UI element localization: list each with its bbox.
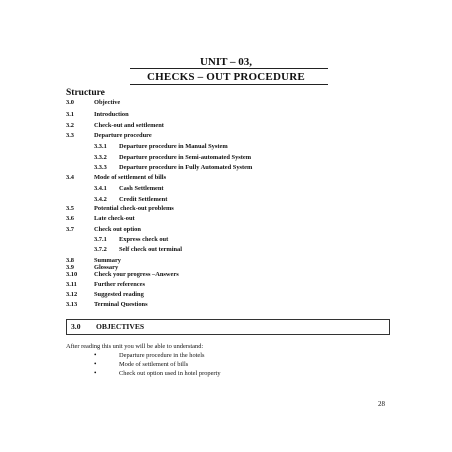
- toc-number: 3.4: [66, 174, 74, 181]
- toc-number: 3.7: [66, 226, 74, 233]
- toc-entry: Departure procedure: [94, 132, 152, 139]
- list-item: Mode of settlement of bills: [119, 361, 189, 368]
- toc-number: 3.9: [66, 264, 74, 271]
- chapter-title: CHECKS – OUT PROCEDURE: [147, 71, 305, 83]
- toc-number: 3.3.3: [94, 164, 107, 171]
- toc-entry: Terminal Questions: [94, 301, 148, 308]
- bullet-icon: •: [94, 360, 97, 368]
- toc-number: 3.12: [66, 291, 78, 298]
- structure-heading: Structure: [66, 88, 105, 98]
- toc-number: 3.3.1: [94, 143, 107, 150]
- toc-entry: Potential check-out problems: [94, 205, 174, 212]
- bullet-icon: •: [94, 369, 97, 377]
- objectives-intro: After reading this unit you will be able to understand:: [66, 343, 204, 350]
- toc-number: 3.2: [66, 122, 74, 129]
- toc-entry: Departure procedure in Manual System: [119, 143, 228, 150]
- toc-entry: Express check out: [119, 236, 169, 243]
- toc-entry: Suggested reading: [94, 291, 144, 298]
- list-item: Check out option used in hotel property: [119, 370, 221, 377]
- toc-number: 3.10: [66, 271, 78, 278]
- toc-entry: Further references: [94, 281, 145, 288]
- objectives-number: 3.0: [71, 322, 81, 331]
- toc-entry: Summary: [94, 257, 121, 264]
- toc-entry: Self check out terminal: [119, 246, 183, 253]
- toc-entry: Check your progress –Answers: [94, 271, 179, 278]
- title-rule-bottom: [130, 84, 328, 85]
- toc-number: 3.1: [66, 111, 74, 118]
- toc-entry: Mode of settlement of bills: [94, 174, 167, 181]
- toc-number: 3.8: [66, 257, 74, 264]
- objectives-heading: OBJECTIVES: [96, 322, 145, 331]
- list-item: Departure procedure in the hotels: [119, 352, 205, 359]
- page-number: 28: [378, 400, 385, 408]
- objectives-heading-box: [66, 319, 390, 335]
- toc-number: 3.7.1: [94, 236, 107, 243]
- toc-number: 3.3.2: [94, 154, 107, 161]
- toc-entry: Check-out and settlement: [94, 122, 164, 129]
- toc-number: 3.4.2: [94, 196, 107, 203]
- toc-entry: Late check-out: [94, 215, 135, 222]
- title-rule-top: [130, 68, 328, 69]
- toc-number: 3.0: [66, 99, 74, 106]
- bullet-icon: •: [94, 351, 97, 359]
- unit-title: UNIT – 03,: [199, 56, 253, 68]
- toc-entry: Departure procedure in Fully Automated System: [119, 164, 253, 171]
- toc-number: 3.7.2: [94, 246, 107, 253]
- toc-number: 3.13: [66, 301, 78, 308]
- toc-number: 3.5: [66, 205, 74, 212]
- toc-entry: Objective: [94, 99, 121, 106]
- toc-entry: Credit Settlement: [119, 196, 168, 203]
- toc-number: 3.6: [66, 215, 74, 222]
- toc-entry: Check out option: [94, 226, 141, 233]
- toc-number: 3.3: [66, 132, 74, 139]
- toc-number: 3.4.1: [94, 185, 107, 192]
- toc-entry: Introduction: [94, 111, 129, 118]
- toc-entry: Glossary: [94, 264, 119, 271]
- toc-entry: Departure procedure in Semi-automated System: [119, 154, 252, 161]
- toc-entry: Cash Settlement: [119, 185, 164, 192]
- toc-number: 3.11: [66, 281, 77, 288]
